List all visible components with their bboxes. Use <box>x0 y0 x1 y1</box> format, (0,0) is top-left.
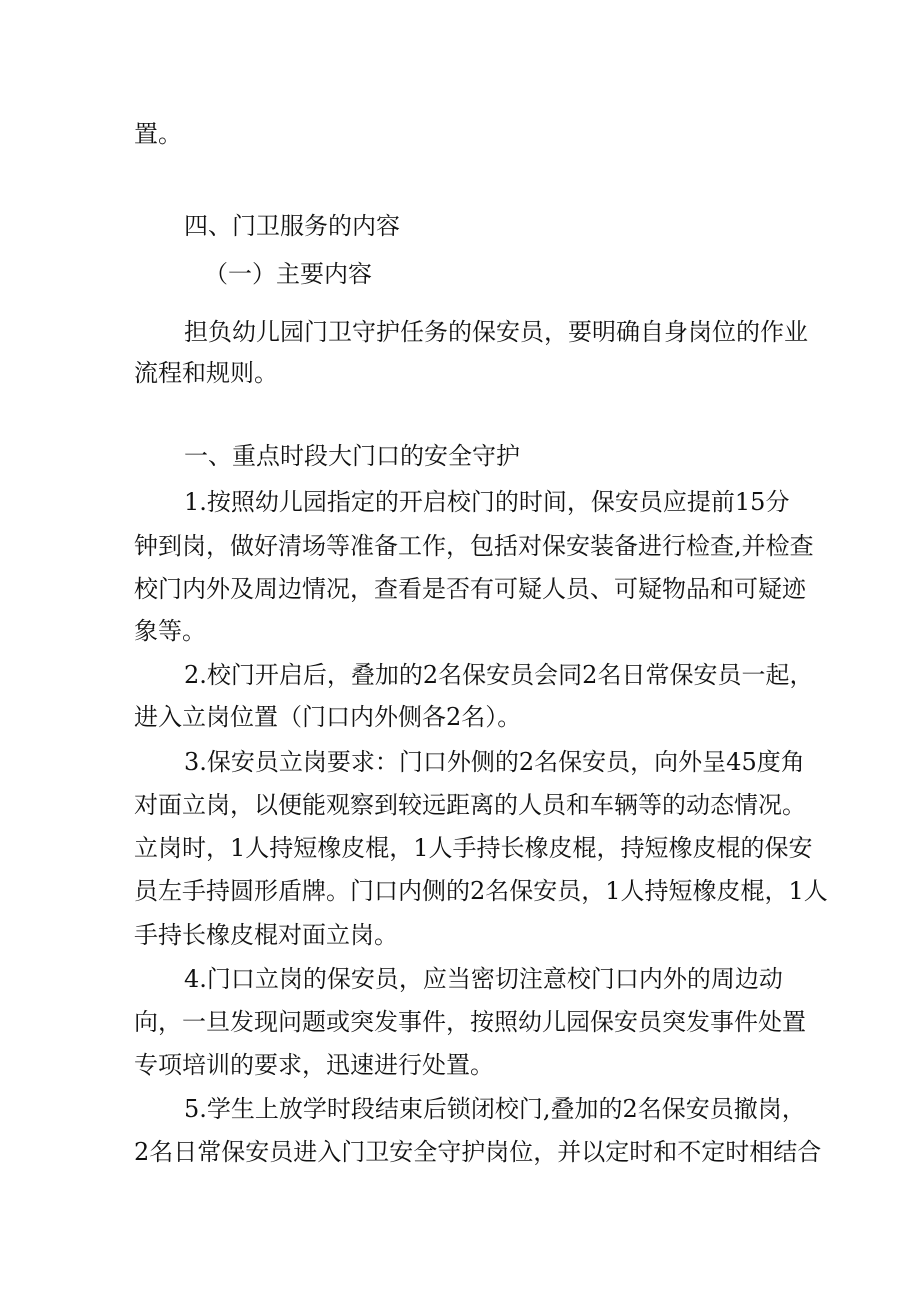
list-item-3-line-5: 手持长橡皮棍对面立岗。 <box>134 921 398 949</box>
list-item-text: .按照幼儿园指定的开启校门的时间，保安员应提前15分 <box>199 488 790 516</box>
list-item-3-line-2: 对面立岗，以便能观察到较远距离的人员和车辆等的动态情况。 <box>134 791 806 819</box>
intro-paragraph-line-2: 流程和规则。 <box>134 359 278 387</box>
list-item-text: .保安员立岗要求：门口外侧的2名保安员，向外呈45度角 <box>199 748 805 776</box>
list-item-2-line-2: 进入立岗位置（门口内外侧各2名）。 <box>134 703 522 731</box>
list-item-text: .学生上放学时段结束后锁闭校门,叠加的2名保安员撤岗， <box>199 1095 806 1123</box>
list-item-5-line-2: 2名日常保安员进入门卫安全守护岗位，并以定时和不定时相结合 <box>134 1138 822 1166</box>
topic-heading: 一、重点时段大门口的安全守护 <box>184 442 520 470</box>
list-item-4-line-1 <box>184 964 783 994</box>
list-item-number: 3 <box>184 748 200 776</box>
list-item-3-line-1 <box>184 747 805 777</box>
list-item-1-line-1 <box>184 487 789 517</box>
list-item-1-line-3: 校门内外及周边情况，查看是否有可疑人员、可疑物品和可疑迹 <box>134 575 806 603</box>
carryover-text: 置。 <box>134 120 182 148</box>
list-item-3-line-4: 员左手持圆形盾牌。门口内侧的2名保安员，1人持短橡皮棍，1人 <box>134 877 828 905</box>
section-heading: 四、门卫服务的内容 <box>184 212 400 240</box>
list-item-4-line-2: 向，一旦发现问题或突发事件，按照幼儿园保安员突发事件处置 <box>134 1008 806 1036</box>
list-item-number: 5 <box>184 1095 200 1123</box>
list-item-4-line-3: 专项培训的要求，迅速进行处置。 <box>134 1051 494 1079</box>
list-item-1-line-4: 象等。 <box>134 617 206 645</box>
list-item-text: .门口立岗的保安员，应当密切注意校门口内外的周边动 <box>199 965 783 993</box>
list-item-number: 2 <box>184 661 200 689</box>
list-item-2-line-1 <box>184 660 813 690</box>
list-item-3-line-3: 立岗时，1人持短橡皮棍，1人手持长橡皮棍，持短橡皮棍的保安 <box>134 834 813 862</box>
list-item-5-line-1 <box>184 1094 806 1124</box>
intro-paragraph-line-1: 担负幼儿园门卫守护任务的保安员，要明确自身岗位的作业 <box>184 318 808 346</box>
list-item-number: 1 <box>184 488 200 516</box>
list-item-text: .校门开启后，叠加的2名保安员会同2名日常保安员一起， <box>199 661 814 689</box>
subsection-heading: （一）主要内容 <box>204 260 372 288</box>
list-item-number: 4 <box>184 965 200 993</box>
list-item-1-line-2: 钟到岗，做好清场等准备工作，包括对保安装备进行检查,并检查 <box>134 532 814 560</box>
